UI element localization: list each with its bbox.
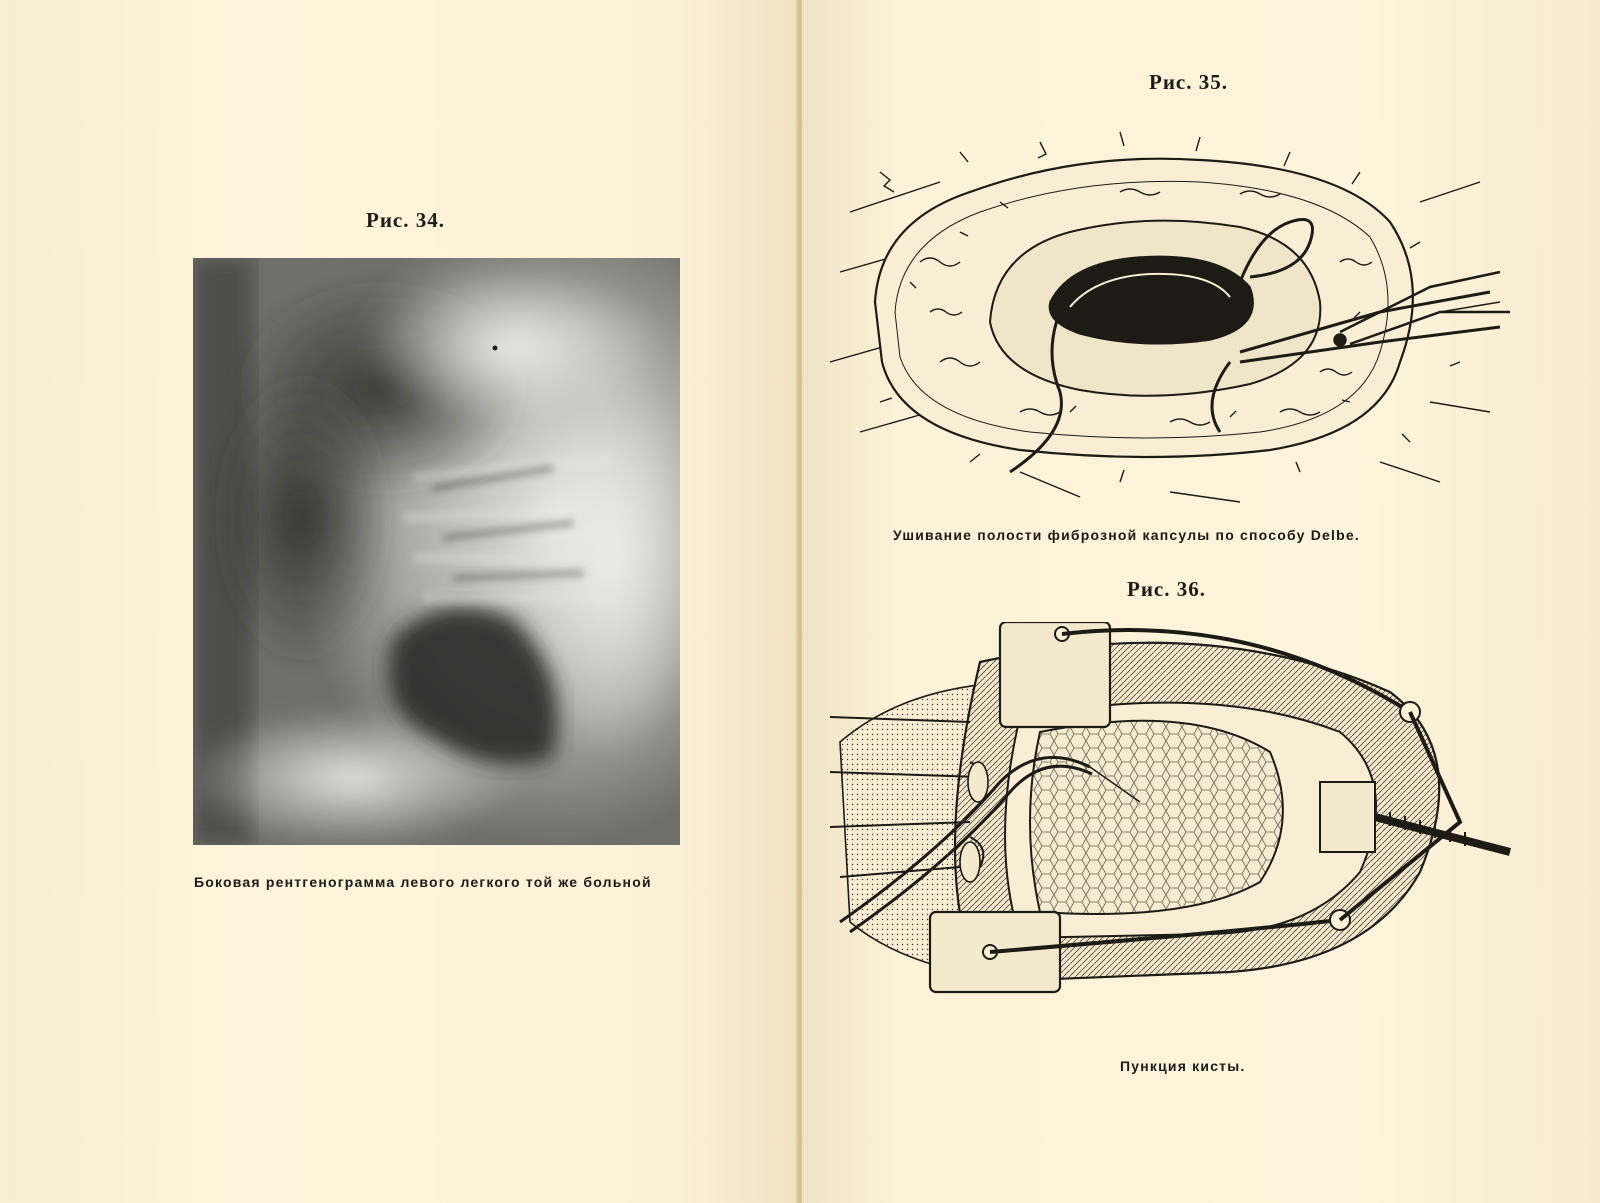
figure-36-caption: Пункция кисты. [1120, 1058, 1246, 1074]
figure-36-title: Рис. 36. [1127, 577, 1206, 601]
cyst-puncture-drawing [830, 622, 1520, 1027]
figure-35-illustration [820, 112, 1510, 512]
figure-34-caption: Боковая рентгенограмма левого легкого той же больной [194, 874, 652, 890]
figure-35-caption: Ушивание полости фиброзной капсулы по способу Delbe. [893, 527, 1360, 543]
figure-34-title: Рис. 34. [366, 208, 445, 232]
xray-lateral-radiograph [193, 258, 680, 845]
figure-35-title: Рис. 35. [1149, 70, 1228, 94]
left-page [0, 0, 798, 1203]
xray-image [193, 258, 680, 845]
fibrous-capsule-suture-drawing [820, 112, 1510, 512]
figure-36-illustration [830, 622, 1520, 1027]
